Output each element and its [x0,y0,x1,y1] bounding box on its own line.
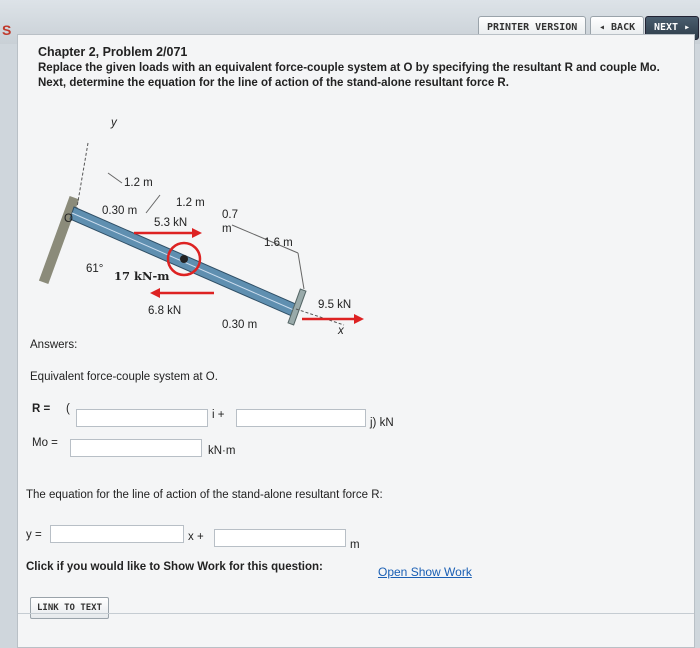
couple-center [180,255,188,263]
x-axis-line [296,309,344,325]
dim-1-label: 1.2 m [124,177,153,189]
m-unit-label: m [350,539,360,551]
force-3-head [354,314,364,324]
dim-2-label: 1.2 m [176,197,205,209]
problem-description: Replace the given loads with an equivalent force-couple system at O by specifying the resultant R and couple Mo. Next, determine the equation for the line of action of the stand-alone resultant force R. [38,62,660,89]
dim-3-label: 0.30 m [102,205,138,217]
problem-title: Chapter 2, Problem 2/071 [38,45,188,59]
origin-label: O [64,213,73,225]
mo-label: Mo = [32,437,58,449]
force-1-head [192,228,202,238]
dim-5-label: 1.6 m [264,237,293,249]
r-x-input[interactable] [76,409,208,427]
force-3-label: 9.5 kN [318,299,352,311]
link-to-text-button[interactable]: LINK TO TEXT [30,597,109,619]
dim-tick-2 [146,195,160,213]
show-work-prompt: Click if you would like to Show Work for this question: [26,561,323,573]
y-axis-label: y [111,117,117,129]
i-plus-label: i + [212,409,225,421]
problem-panel [17,34,695,648]
slope-input[interactable] [50,525,184,543]
printer-version-button[interactable]: PRINTER VERSION [478,16,586,40]
problem-figure [26,113,366,343]
equiv-system-heading: Equivalent force-couple system at O. [30,371,218,383]
r-label: R = [32,403,51,415]
next-button[interactable]: NEXT ▸ [645,16,699,40]
intercept-input[interactable] [214,529,346,547]
mo-input[interactable] [70,439,202,457]
y-equals-label: y = [26,529,42,541]
angle-label: 61° [86,263,104,275]
edge-glyph: S [2,22,12,38]
force-2-label: 6.8 kN [148,305,182,317]
beam-diagram [26,113,366,343]
j-unit-label: j) kN [370,417,394,429]
open-show-work-link[interactable]: Open Show Work [378,565,472,579]
couple-label: 17 kN-m [114,269,170,283]
force-1-label: 5.3 kN [154,217,188,229]
dim-line-4 [298,253,304,289]
dim-6-label: 0.30 m [222,319,258,331]
r-y-input[interactable] [236,409,366,427]
mo-unit-label: kN·m [208,445,236,457]
dim-tick-1 [108,173,122,183]
back-button[interactable]: ◂ BACK [590,16,644,40]
answers-heading: Answers: [30,339,78,351]
x-axis-label: x [338,325,344,337]
dim-4b-label: m [222,223,232,235]
r-paren: ( [66,403,70,415]
x-plus-label: x + [188,531,204,543]
force-2-head [150,288,160,298]
footer-divider [18,613,694,614]
y-axis-line [76,143,88,213]
dim-4-label: 0.7 [222,209,238,221]
line-action-heading: The equation for the line of action of the stand-alone resultant force R: [26,489,383,501]
